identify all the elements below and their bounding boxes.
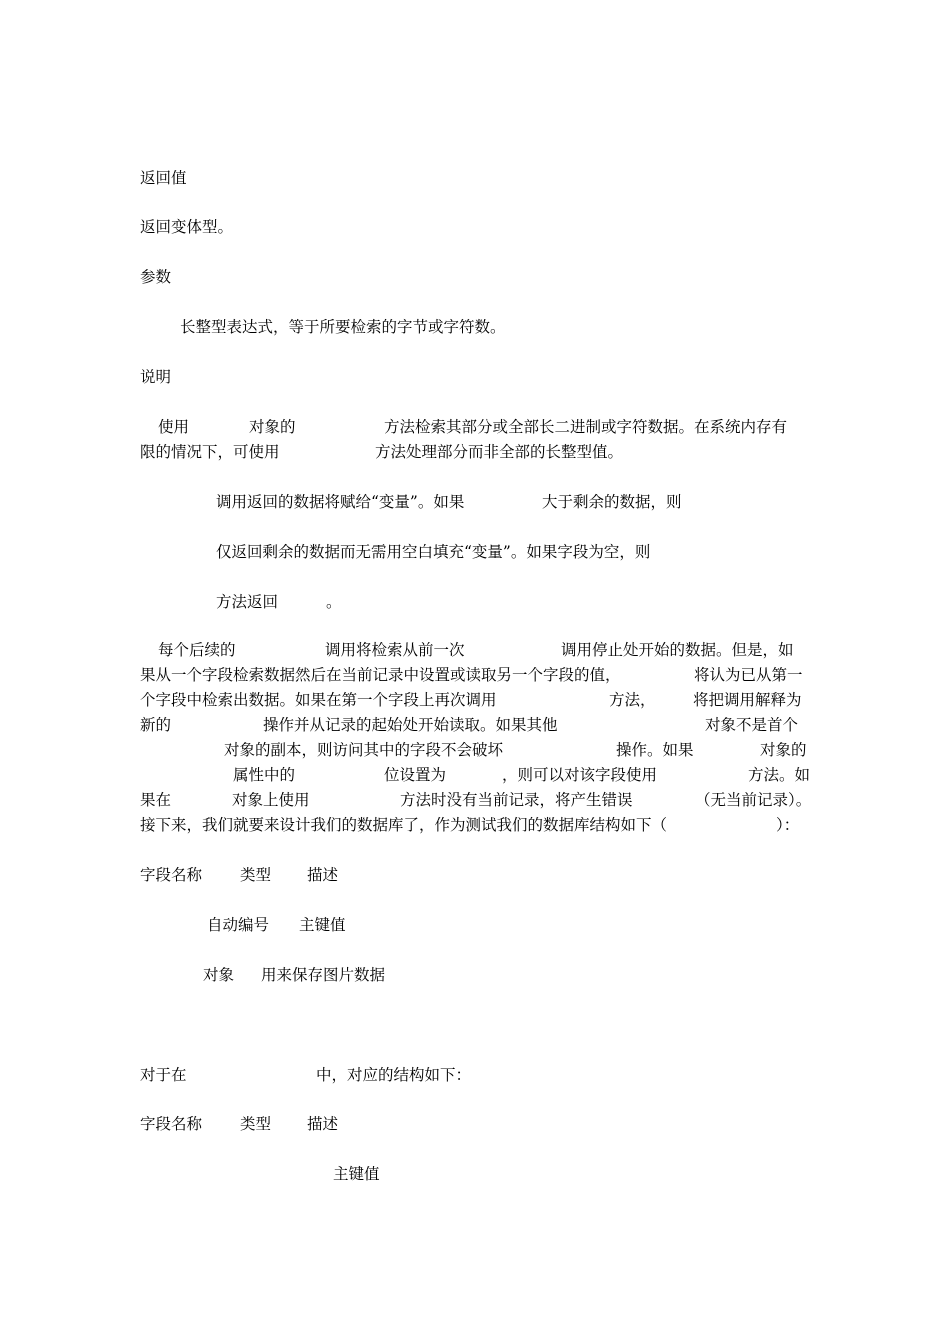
- indented-line-2: 仅返回剩余的数据而无需用空白填充“变量”。如果字段为空，则: [216, 543, 651, 561]
- table-1-header-row: [0, 863, 950, 888]
- text-fragment: 对于在: [140, 1066, 187, 1084]
- text-fragment: 将认为已从第一: [694, 666, 803, 684]
- text-fragment: 对象的: [760, 741, 807, 759]
- table-row: [0, 1162, 950, 1187]
- text-fragment: 对象的: [249, 418, 296, 436]
- text-fragment: 调用返回的数据将赋给“变量”。如果: [216, 493, 465, 511]
- table-row: [0, 963, 950, 988]
- indented-line-1: [0, 490, 950, 515]
- remarks-paragraph-1-line-1: [0, 415, 950, 440]
- table-cell-type: 自动编号: [207, 916, 270, 934]
- text-fragment: 限的情况下，可使用: [140, 443, 280, 461]
- parameter-description: 长整型表达式，等于所要检索的字节或字符数。: [180, 318, 506, 336]
- text-fragment: 调用停止处开始的数据。但是，如: [561, 641, 794, 659]
- text-fragment: 方法时没有当前记录，将产生错误: [400, 791, 633, 809]
- text-fragment: ）：: [776, 816, 800, 834]
- text-fragment: 方法处理部分而非全部的长整型值。: [375, 443, 624, 461]
- sql-structure-intro: [0, 1063, 950, 1088]
- column-header-field-name: 字段名称: [140, 1115, 203, 1133]
- text-fragment: 果从一个字段检索数据然后在当前记录中设置或读取另一个字段的值，: [140, 666, 621, 684]
- table-row: [0, 913, 950, 938]
- text-fragment: 将把调用解释为: [693, 691, 802, 709]
- indented-line-3: [0, 590, 950, 615]
- text-fragment: 调用将检索从前一次: [325, 641, 465, 659]
- text-fragment: 个字段中检索出数据。如果在第一个字段上再次调用: [140, 691, 497, 709]
- column-header-description: 描述: [307, 866, 339, 884]
- text-fragment: 对象上使用: [232, 791, 310, 809]
- text-fragment: 方法。如: [748, 766, 811, 784]
- text-fragment: 大于剩余的数据，则: [542, 493, 682, 511]
- heading-return-value: 返回值: [140, 169, 187, 187]
- text-fragment: 新的: [140, 716, 172, 734]
- text-fragment: 对象不是首个: [705, 716, 799, 734]
- text-fragment: 接下来，我们就要来设计我们的数据库了，作为测试我们的数据库结构如下（: [140, 816, 668, 834]
- text-fragment: 方法返回: [216, 593, 279, 611]
- remarks-paragraph-2-line-7: [0, 788, 950, 813]
- return-value-text: 返回变体型。: [140, 218, 234, 236]
- text-fragment: （无当前记录）。: [695, 791, 812, 809]
- remarks-paragraph-2-line-4: [0, 713, 950, 738]
- heading-remarks: 说明: [140, 368, 172, 386]
- text-fragment: 。: [326, 593, 342, 611]
- remarks-paragraph-2-line-6: [0, 763, 950, 788]
- table-cell-description: 用来保存图片数据: [261, 966, 386, 984]
- text-fragment: 方法检索其部分或全部长二进制或字符数据。在系统内存有: [384, 418, 788, 436]
- text-fragment: 对象的副本，则访问其中的字段不会破坏: [224, 741, 504, 759]
- remarks-paragraph-2-line-1: [0, 638, 950, 663]
- table-cell-description: 主键值: [333, 1165, 380, 1183]
- remarks-paragraph-2-line-3: [0, 688, 950, 713]
- text-fragment: ，则可以对该字段使用: [502, 766, 658, 784]
- remarks-paragraph-2-line-2: [0, 663, 950, 688]
- remarks-paragraph-2-line-5: [0, 738, 950, 763]
- table-cell-description: 主键值: [299, 916, 346, 934]
- column-header-type: 类型: [240, 866, 272, 884]
- text-fragment: 属性中的: [233, 766, 296, 784]
- heading-parameters: 参数: [140, 268, 172, 286]
- text-fragment: 使用: [158, 418, 190, 436]
- column-header-field-name: 字段名称: [140, 866, 203, 884]
- text-fragment: 操作并从记录的起始处开始读取。如果其他: [263, 716, 558, 734]
- text-fragment: 操作。如果: [616, 741, 694, 759]
- text-fragment: 中，对应的结构如下：: [316, 1066, 472, 1084]
- remarks-paragraph-1-line-2: [0, 440, 950, 465]
- text-fragment: 位设置为: [384, 766, 447, 784]
- column-header-description: 描述: [307, 1115, 339, 1133]
- text-fragment: 每个后续的: [158, 641, 236, 659]
- remarks-paragraph-2-line-8: [0, 813, 950, 838]
- text-fragment: 方法，: [609, 691, 656, 709]
- table-cell-type: 对象: [203, 966, 235, 984]
- table-2-header-row: [0, 1112, 950, 1137]
- text-fragment: 果在: [140, 791, 172, 809]
- column-header-type: 类型: [240, 1115, 272, 1133]
